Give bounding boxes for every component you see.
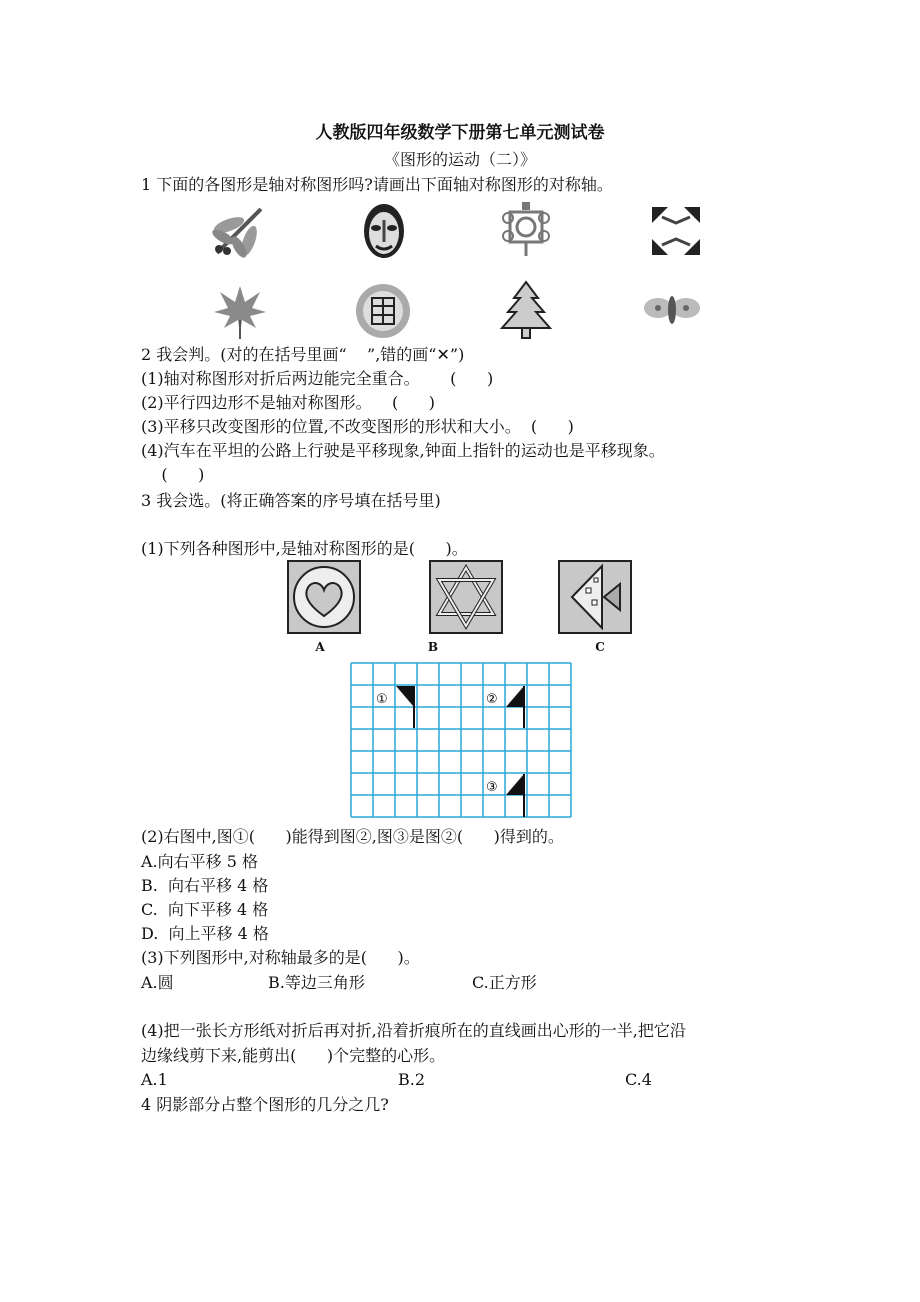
- marker-2: ②: [486, 692, 498, 707]
- option-b-star-figure: [429, 560, 503, 634]
- flag-1: [396, 686, 414, 707]
- grid-lines: [351, 663, 571, 817]
- q3-header: 3 我会选。(将正确答案的序号填在括号里): [141, 491, 441, 510]
- q2-item-4: (4)汽车在平坦的公路上行驶是平移现象,钟面上指针的运动也是平移现象。: [141, 441, 665, 460]
- option-c-fish-figure: [558, 560, 632, 634]
- page-subtitle: 《图形的运动（二）》: [383, 150, 536, 169]
- q3-sub4-option-b: B.2: [398, 1070, 426, 1089]
- q2-header: 2 我会判。(对的在括号里画“ ”,错的画“✕”): [141, 345, 465, 364]
- q3-sub4-option-a: A.1: [141, 1070, 168, 1089]
- q3-sub2: (2)右图中,图①( )能得到图②,图③是图②( )得到的。: [141, 827, 564, 846]
- flag-3: [506, 774, 524, 795]
- q3-sub4-option-c: C.4: [625, 1070, 652, 1089]
- q1-text: 1 下面的各图形是轴对称图形吗?请画出下面轴对称图形的对称轴。: [141, 175, 613, 194]
- q2-item-2: (2)平行四边形不是轴对称图形。 ( ): [141, 393, 436, 412]
- maple-leaf-icon: [212, 284, 268, 340]
- q2-item-1: (1)轴对称图形对折后两边能完全重合。 ( ): [141, 369, 494, 388]
- pine-tree-icon: [498, 280, 554, 342]
- chinese-knot-icon: [500, 200, 552, 264]
- q3-sub2-option-c: C. 向下平移 4 格: [141, 900, 269, 919]
- q3-sub3: (3)下列图形中,对称轴最多的是( )。: [141, 948, 420, 967]
- page-title: 人教版四年级数学下册第七单元测试卷: [315, 123, 605, 143]
- q3-sub2-option-d: D. 向上平移 4 格: [141, 924, 269, 943]
- symmetric-ornament-icon: [648, 203, 704, 259]
- translation-grid: [350, 662, 572, 820]
- q3-sub2-option-a: A.向右平移 5 格: [141, 852, 258, 871]
- option-c-label: C: [595, 640, 605, 654]
- q2-item-3: (3)平移只改变图形的位置,不改变图形的形状和大小。 ( ): [141, 417, 574, 436]
- option-a-label: A: [315, 640, 325, 654]
- option-a-heart-figure: [287, 560, 361, 634]
- q3-sub1: (1)下列各种图形中,是轴对称图形的是( )。: [141, 539, 468, 558]
- opera-mask-icon: [360, 200, 408, 262]
- q3-sub4-line2: 边缘线剪下来,能剪出( )个完整的心形。: [141, 1046, 446, 1065]
- q2-item-4-paren: ( ): [141, 465, 205, 484]
- q3-sub3-option-c: C.正方形: [472, 973, 537, 992]
- flag-2: [506, 686, 524, 707]
- q3-sub2-option-b: B. 向右平移 4 格: [141, 876, 269, 895]
- marker-1: ①: [376, 692, 388, 707]
- q3-sub4-line1: (4)把一张长方形纸对折后再对折,沿着折痕所在的直线画出心形的一半,把它沿: [141, 1021, 686, 1040]
- dragonfly-icon: [205, 203, 269, 259]
- double-happiness-medallion-icon: [354, 282, 412, 340]
- q3-sub3-option-a: A.圆: [141, 973, 174, 992]
- option-b-label: B: [427, 640, 439, 654]
- q4-text: 4 阴影部分占整个图形的几分之几?: [141, 1095, 389, 1114]
- marker-3: ③: [486, 780, 498, 795]
- q3-sub3-option-b: B.等边三角形: [268, 973, 365, 992]
- moth-icon: [642, 290, 702, 330]
